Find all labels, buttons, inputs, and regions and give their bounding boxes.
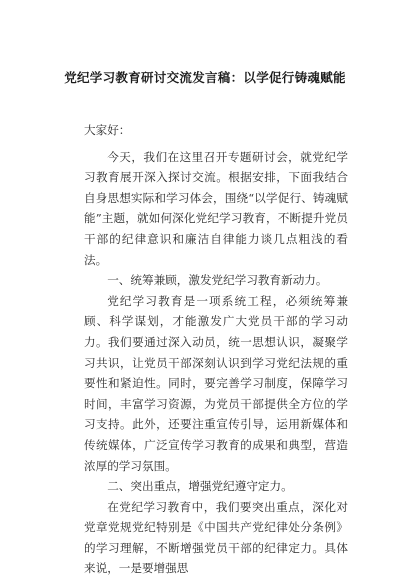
- paragraph-section-1: 党纪学习教育是一项系统工程，必须统筹兼顾、科学谋划，才能激发广大党员干部的学习动力。我们要通过深入动员，统一思想认识，凝聚学习共识，让党员干部深刻认识到学习党纪法规的重要性和紧迫性。同时，要完善学习制度，保障学习时间，丰富学习资源，为党员干部提供全方位的学习支持。此外，还要注重宣传引导，运用新媒体和传统媒体，广泛宣传学习教育的成果和典型，营造浓厚的学习氛围。: [84, 293, 348, 473]
- document-title: 党纪学习教育研讨交流发言稿：以学促行铸魂赋能: [64, 70, 346, 85]
- paragraph-intro: 今天，我们在这里召开专题研讨会，就党纪学习教育展开深入探讨交流。根据安排，下面我结合自身思想实际和学习体会，围绕“以学促行、铸魂赋能”主题，就如何深化党纪学习教育，不断提升党员干部的纪律意识和廉洁自律能力谈几点粗浅的看法。: [84, 149, 348, 267]
- section-heading-1: 一、统筹兼顾，激发党纪学习教育新动力。: [107, 273, 328, 288]
- document-body: [84, 120, 348, 579]
- section-heading-2: 二、突出重点，增强党纪遵守定力。: [107, 479, 293, 494]
- paragraph-section-2: 在党纪学习教育中，我们要突出重点，深化对党章党规党纪特别是《中国共产党纪律处分条例》的学习理解，不断增强党员干部的纪律定力。具体来说，一是要增强思: [84, 499, 348, 576]
- salutation: 大家好：: [84, 123, 131, 137]
